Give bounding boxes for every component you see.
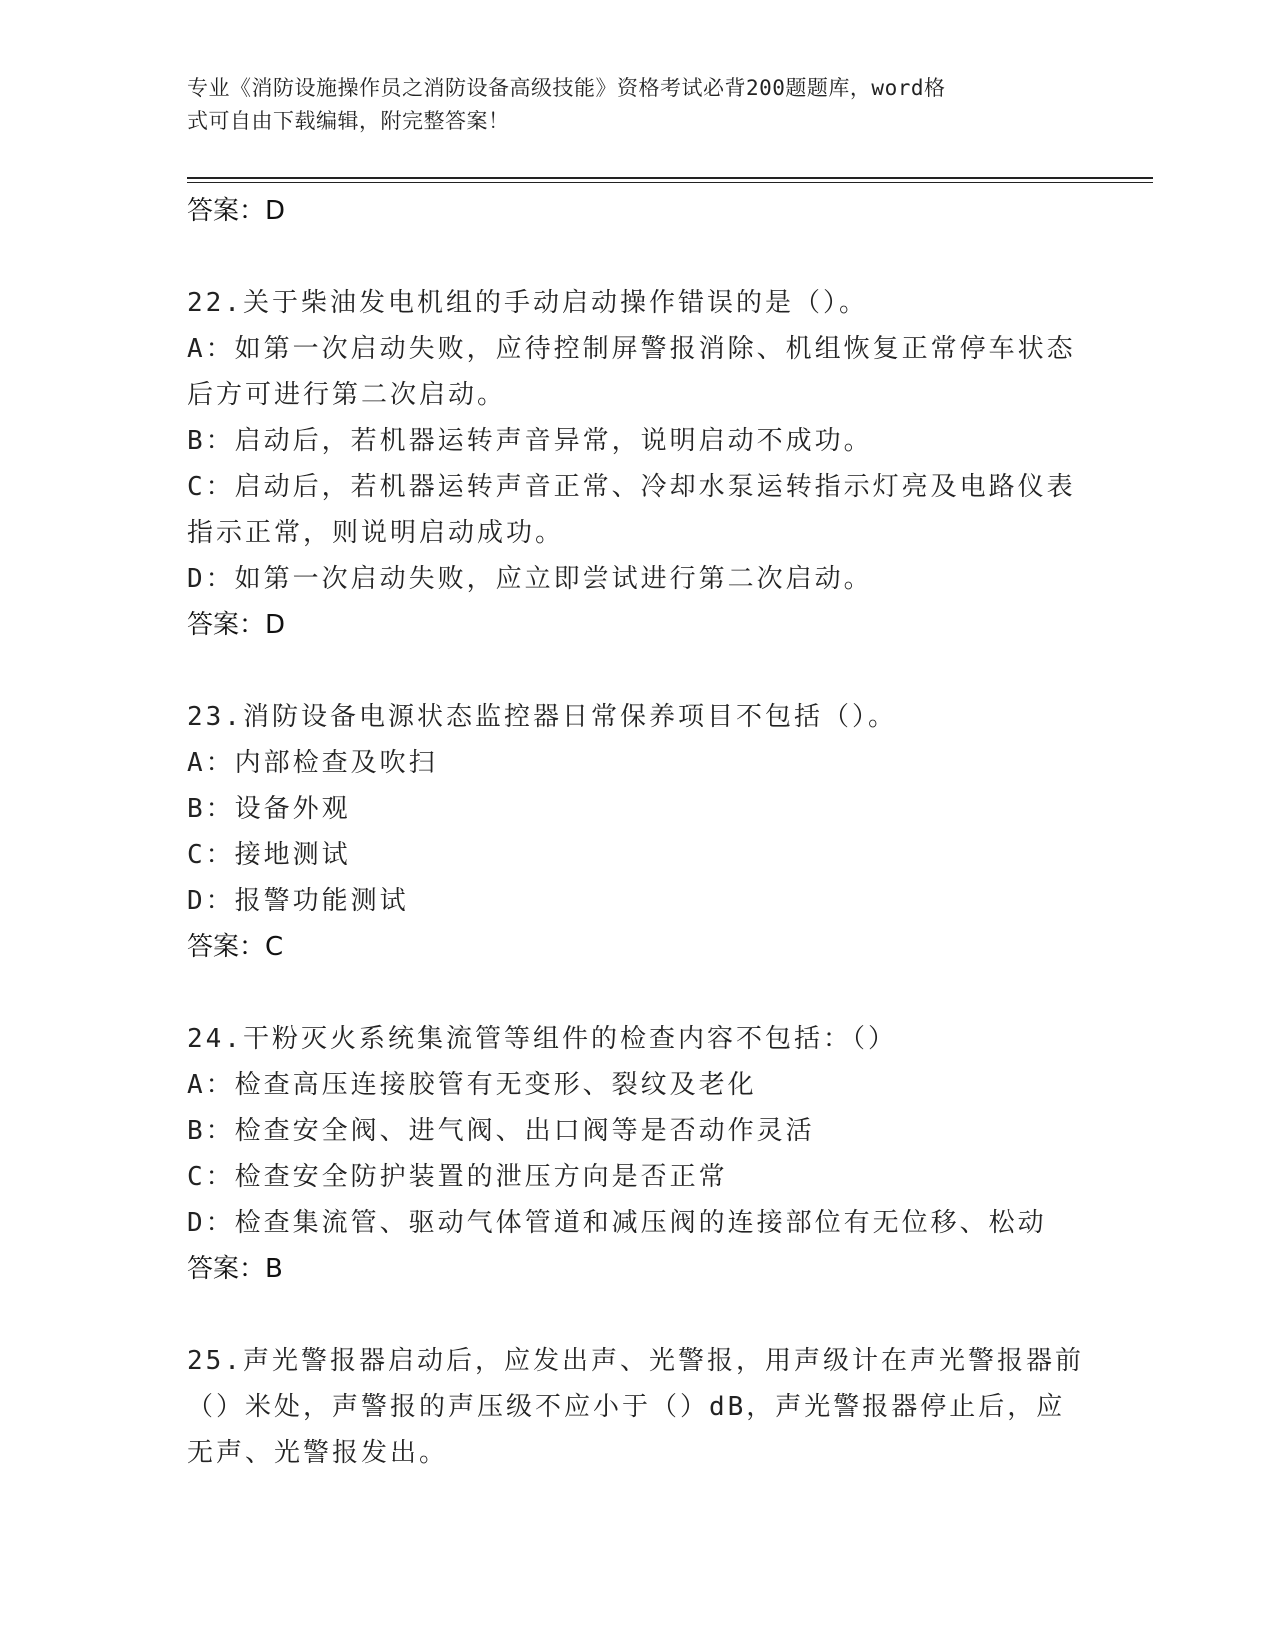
document-header [187,72,1067,138]
option-line: B：启动后，若机器运转声音异常，说明启动不成功。 [187,426,873,456]
question-23 [187,694,1087,970]
question-stem-line: 无声、光警报发出。 [187,1438,449,1468]
option-a [187,326,1087,418]
option-b [187,418,1087,464]
header-rule-thick [187,177,1153,179]
previous-answer: 答案：D [187,196,286,226]
question-24 [187,1016,1087,1292]
question-22 [187,280,1087,648]
option-d [187,556,1087,602]
option-d: D：检查集流管、驱动气体管道和减压阀的连接部位有无位移、松动 [187,1208,1047,1238]
option-line: 指示正常，则说明启动成功。 [187,518,565,548]
option-b: B：检查安全阀、进气阀、出口阀等是否动作灵活 [187,1116,815,1146]
question-25 [187,1338,1087,1476]
option-a: A：内部检查及吹扫 [187,748,438,778]
option-b: B：设备外观 [187,794,351,824]
option-c [187,464,1087,556]
question-stem: 23.消防设备电源状态监控器日常保养项目不包括（）。 [187,702,897,732]
question-stem-line: 25.声光警报器启动后，应发出声、光警报，用声级计在声光警报器前 [187,1346,1084,1376]
option-a: A：检查高压连接胶管有无变形、裂纹及老化 [187,1070,757,1100]
answer-line: 答案：D [187,610,286,640]
header-line-1: 专业《消防设施操作员之消防设备高级技能》资格考试必背200题题库，word格 [187,76,946,100]
option-line: C：启动后，若机器运转声音正常、冷却水泵运转指示灯亮及电路仪表 [187,472,1076,502]
question-stem: 24.干粉灭火系统集流管等组件的检查内容不包括：（） [187,1024,897,1054]
header-rule-thin [187,182,1153,183]
answer-line: 答案：C [187,932,284,962]
header-line-2: 式可自由下载编辑，附完整答案！ [187,109,510,133]
option-line: 后方可进行第二次启动。 [187,380,507,410]
option-c: C：检查安全防护装置的泄压方向是否正常 [187,1162,728,1192]
question-stem: 22.关于柴油发电机组的手动启动操作错误的是（）。 [187,288,868,318]
answer-line: 答案：B [187,1254,283,1284]
option-d: D：报警功能测试 [187,886,409,916]
option-c: C：接地测试 [187,840,351,870]
option-line: A：如第一次启动失败，应待控制屏警报消除、机组恢复正常停车状态 [187,334,1076,364]
option-line: D：如第一次启动失败，应立即尝试进行第二次启动。 [187,564,873,594]
question-stem-line: （）米处，声警报的声压级不应小于（）dB，声光警报器停止后，应 [187,1392,1066,1422]
document-body [187,188,1087,1476]
